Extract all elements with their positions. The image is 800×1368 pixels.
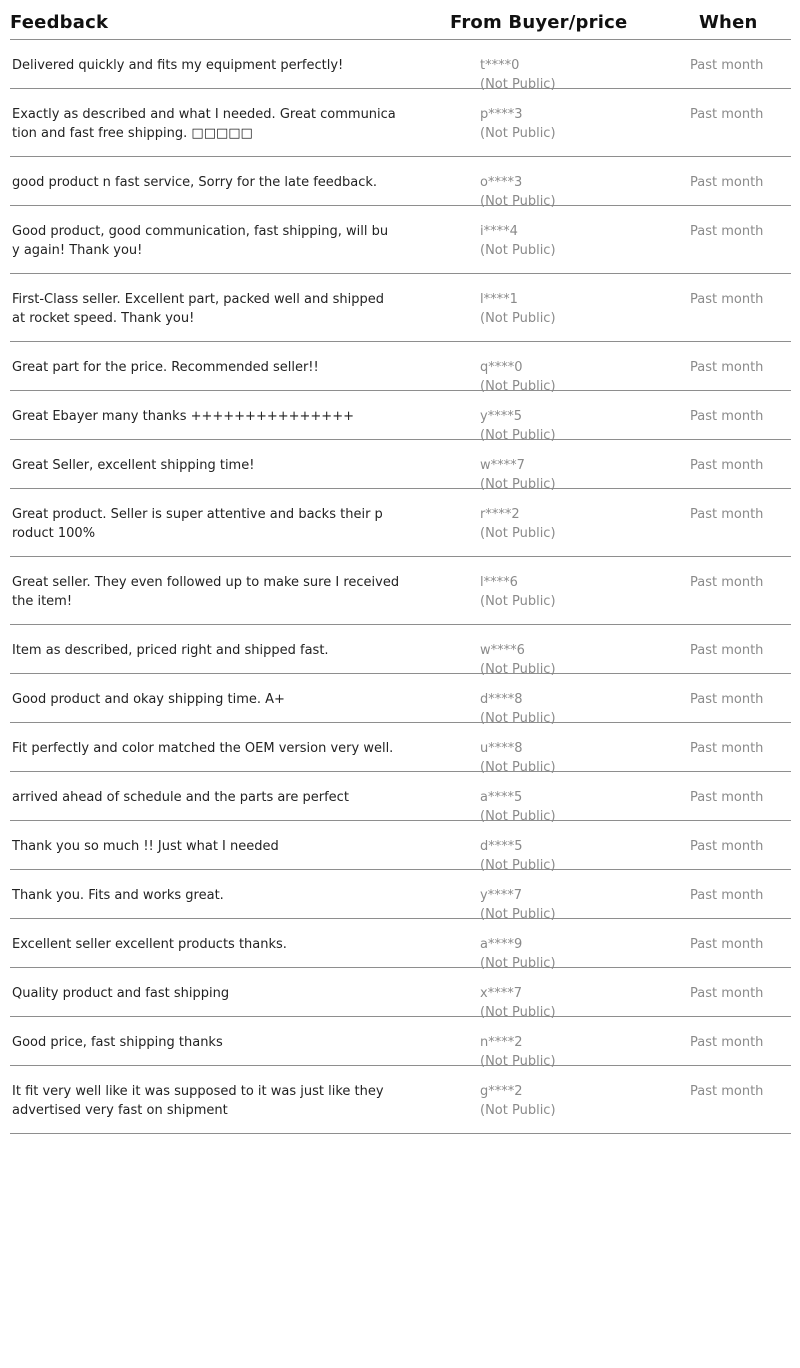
buyer-name: d****5 (480, 839, 523, 854)
buyer-price-note: (Not Public) (480, 907, 556, 922)
table-row (10, 674, 791, 726)
buyer-name: i****4 (480, 224, 518, 239)
buyer-price-note: (Not Public) (480, 477, 556, 492)
feedback-comment: It fit very well like it was supposed to it was just like they advertised very fast on shipment (12, 1084, 384, 1118)
feedback-comment: arrived ahead of schedule and the parts are perfect (12, 790, 349, 805)
feedback-when: Past month (690, 1035, 764, 1050)
feedback-rows (10, 40, 791, 1134)
feedback-comment: Thank you. Fits and works great. (12, 888, 224, 903)
buyer-cell (480, 1082, 556, 1120)
table-header (10, 0, 791, 40)
feedback-comment: Great Ebayer many thanks +++++++++++++++ (12, 409, 354, 424)
table-row (10, 557, 791, 625)
buyer-price-note: (Not Public) (480, 662, 556, 677)
table-row (10, 342, 791, 394)
buyer-price-note: (Not Public) (480, 77, 556, 92)
table-row (10, 489, 791, 557)
buyer-price-note: (Not Public) (480, 1103, 556, 1118)
feedback-comment: Good price, fast shipping thanks (12, 1035, 223, 1050)
buyer-price-note: (Not Public) (480, 711, 556, 726)
feedback-when: Past month (690, 741, 764, 756)
feedback-when: Past month (690, 107, 764, 122)
buyer-name: y****5 (480, 409, 522, 424)
feedback-comment: Great seller. They even followed up to make sure I received the item! (12, 575, 400, 609)
buyer-price-note: (Not Public) (480, 243, 556, 258)
feedback-comment: Good product and okay shipping time. A+ (12, 692, 285, 707)
table-row (10, 968, 791, 1020)
buyer-name: x****7 (480, 986, 522, 1001)
table-row (10, 40, 791, 92)
feedback-comment: Great Seller, excellent shipping time! (12, 458, 255, 473)
buyer-cell (480, 290, 556, 328)
buyer-name: y****7 (480, 888, 522, 903)
table-row (10, 772, 791, 824)
table-row (10, 206, 791, 274)
feedback-when: Past month (690, 790, 764, 805)
table-row (10, 625, 791, 677)
feedback-when: Past month (690, 888, 764, 903)
buyer-price-note: (Not Public) (480, 194, 556, 209)
feedback-when: Past month (690, 58, 764, 73)
feedback-comment: Great product. Seller is super attentive and backs their p roduct 100% (12, 507, 383, 541)
table-row (10, 919, 791, 971)
feedback-when: Past month (690, 1084, 764, 1099)
buyer-name: g****2 (480, 1084, 523, 1099)
when-column-header: When (699, 12, 758, 33)
buyer-name: p****3 (480, 107, 523, 122)
feedback-when: Past month (690, 937, 764, 952)
buyer-name: l****6 (480, 575, 518, 590)
feedback-when: Past month (690, 839, 764, 854)
feedback-when: Past month (690, 175, 764, 190)
table-row (10, 870, 791, 922)
buyer-name: a****5 (480, 790, 523, 805)
feedback-when: Past month (690, 575, 764, 590)
buyer-price-note: (Not Public) (480, 594, 556, 609)
feedback-when: Past month (690, 409, 764, 424)
table-row (10, 157, 791, 209)
buyer-name: t****0 (480, 58, 520, 73)
table-row (10, 274, 791, 342)
table-row (10, 440, 791, 492)
feedback-when: Past month (690, 224, 764, 239)
buyer-cell (480, 105, 556, 143)
feedback-when: Past month (690, 986, 764, 1001)
table-row (10, 1066, 791, 1134)
buyer-price-note: (Not Public) (480, 1054, 556, 1069)
buyer-price-note: (Not Public) (480, 1005, 556, 1020)
buyer-cell (480, 505, 556, 543)
buyer-name: u****8 (480, 741, 523, 756)
buyer-name: o****3 (480, 175, 523, 190)
feedback-comment: Quality product and fast shipping (12, 986, 230, 1001)
feedback-comment: Excellent seller excellent products thanks. (12, 937, 287, 952)
feedback-comment: Good product, good communication, fast shipping, will bu y again! Thank you! (12, 224, 389, 258)
buyer-cell (480, 222, 556, 260)
feedback-comment: good product n fast service, Sorry for the late feedback. (12, 175, 378, 190)
table-row (10, 391, 791, 443)
buyer-name: w****6 (480, 643, 525, 658)
buyer-name: w****7 (480, 458, 525, 473)
buyer-price-note: (Not Public) (480, 379, 556, 394)
buyer-name: l****1 (480, 292, 518, 307)
feedback-when: Past month (690, 458, 764, 473)
feedback-when: Past month (690, 643, 764, 658)
feedback-comment: First-Class seller. Excellent part, packed well and shipped at rocket speed. Thank you! (12, 292, 384, 326)
buyer-name: a****9 (480, 937, 523, 952)
feedback-when: Past month (690, 360, 764, 375)
buyer-price-note: (Not Public) (480, 526, 556, 541)
buyer-name: r****2 (480, 507, 520, 522)
table-row (10, 89, 791, 157)
feedback-comment: Delivered quickly and fits my equipment perfectly! (12, 58, 344, 73)
buyer-price-note: (Not Public) (480, 858, 556, 873)
buyer-price-note: (Not Public) (480, 956, 556, 971)
feedback-comment: Item as described, priced right and shipped fast. (12, 643, 329, 658)
feedback-table (10, 0, 791, 1134)
feedback-when: Past month (690, 692, 764, 707)
buyer-name: q****0 (480, 360, 523, 375)
table-row (10, 821, 791, 873)
feedback-comment: Fit perfectly and color matched the OEM version very well. (12, 741, 394, 756)
feedback-column-header: Feedback (10, 12, 109, 33)
feedback-comment: Exactly as described and what I needed. Great communica tion and fast free shipping. □□□□□ (12, 107, 396, 141)
feedback-comment: Thank you so much !! Just what I needed (12, 839, 279, 854)
buyer-price-note: (Not Public) (480, 428, 556, 443)
buyer-price-note: (Not Public) (480, 126, 556, 141)
feedback-when: Past month (690, 507, 764, 522)
table-row (10, 1017, 791, 1069)
buyer-name: d****8 (480, 692, 523, 707)
buyer-price-note: (Not Public) (480, 809, 556, 824)
buyer-name: n****2 (480, 1035, 523, 1050)
from-buyer-column-header: From Buyer/price (450, 12, 628, 33)
table-row (10, 723, 791, 775)
buyer-price-note: (Not Public) (480, 760, 556, 775)
feedback-when: Past month (690, 292, 764, 307)
buyer-price-note: (Not Public) (480, 311, 556, 326)
buyer-cell (480, 573, 556, 611)
feedback-comment: Great part for the price. Recommended seller!! (12, 360, 319, 375)
